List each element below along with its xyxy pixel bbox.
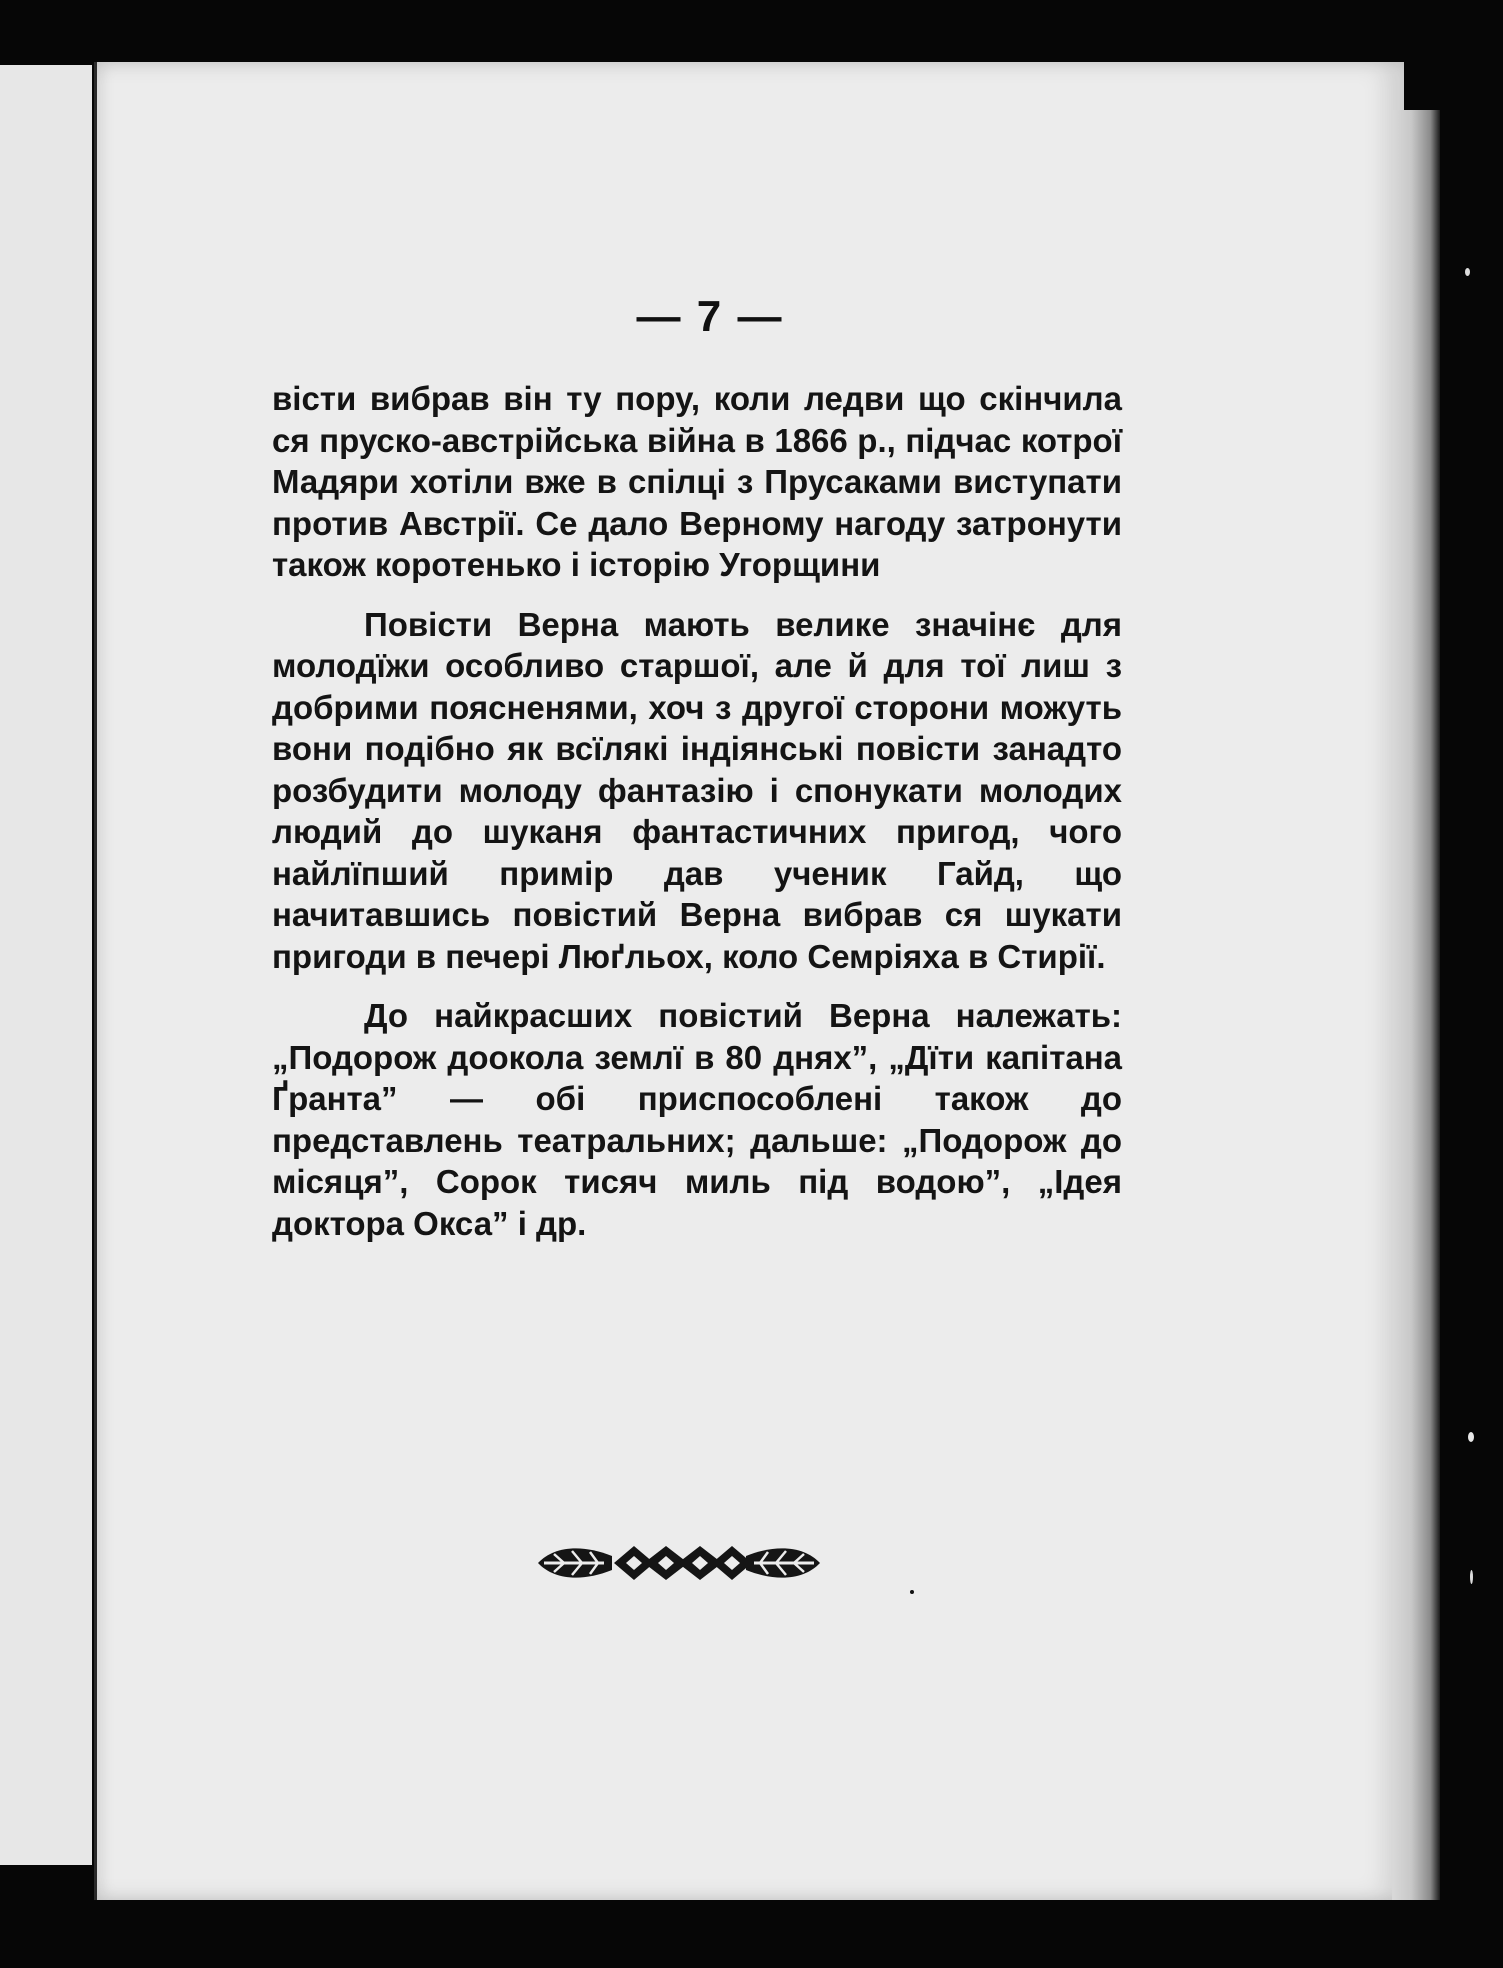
floral-vignette-icon: [534, 1540, 824, 1586]
facing-page-edge: [0, 65, 92, 1865]
book-spine: [94, 62, 97, 1900]
paragraph-2: Повісти Верна мають велике значінє для молодїжи особливо старшої, але й для тої лиш з добрими поясненями, хоч з другої сторони можуть вони подібно як всїлякі індіянські повісти занадто розбудити молоду фантазію і спонукати молодих людий до шуканя фантастичних пригод, чого найлїпший примір дав ученик Гайд, що начитавшись повістий Верна вибрав ся шукати пригоди в печері Люґльох, коло Семріяха в Стирії.: [272, 605, 1122, 975]
paragraph-1: вісти вибрав він ту пору, коли ледви що скінчила ся пруско-австрійська війна в 1866 р., підчас котрої Мадяри хотіли вже в спілці з Прусаками виступати против Австрії. Се дало Верному нагоду затронути також коротенько і історію Угорщини: [272, 380, 1122, 583]
page-number: — 7 —: [636, 292, 784, 341]
page-stack-edge: [1392, 110, 1440, 1900]
body-text: [272, 378, 1122, 1262]
paragraph-3: До найкрасших повістий Верна належать: „Подорож доокола землї в 80 днях”, „Дїти капітана Ґранта” — обі приспособлені також до представлень театральних; дальше: „Подорож до місяця”, Сорок тисяч миль під водою”, „Ідея доктора Окса” і др.: [272, 997, 1122, 1242]
